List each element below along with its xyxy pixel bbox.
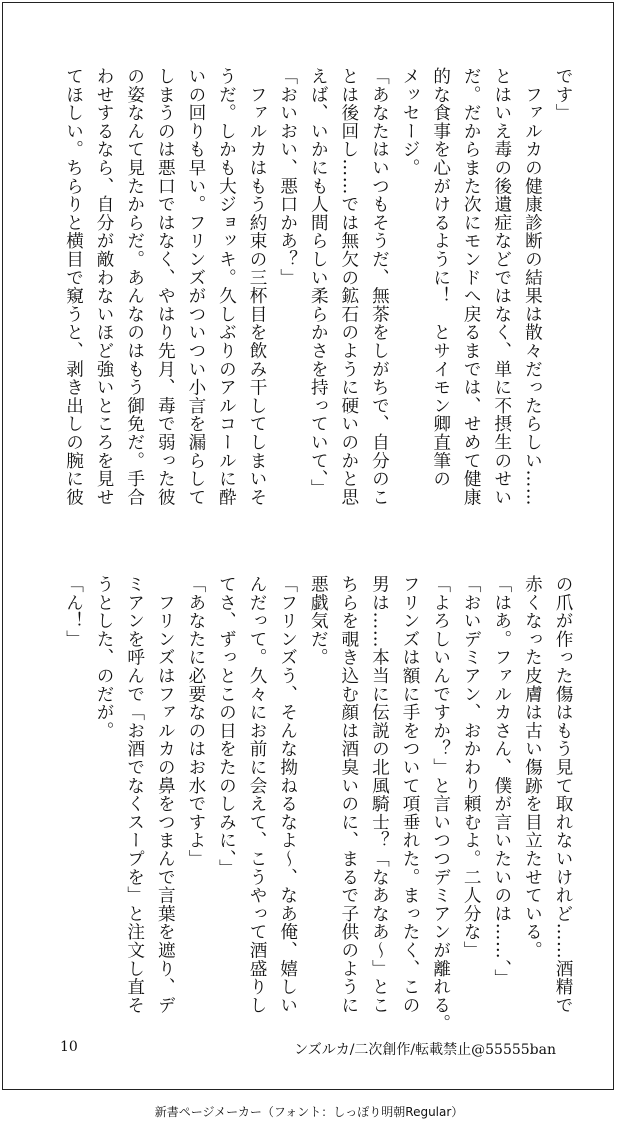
text-line: ファルカの健康診断の結果は散々だったらしい…… bbox=[522, 67, 543, 507]
text-block-upper bbox=[58, 67, 578, 537]
text-line: 「あなたはいつもそうだ、無茶をしがちで、自分のこ bbox=[369, 67, 390, 507]
text-line: てほしい。ちらりと横目で窺うと、剥き出しの腕に彼 bbox=[63, 67, 84, 507]
text-line: うとした、のだが。 bbox=[94, 575, 115, 740]
book-page bbox=[2, 2, 614, 1090]
text-line: ミアンを呼んで「お酒でなくスープを」と注文し直そ bbox=[124, 575, 145, 1015]
text-line: です」 bbox=[553, 67, 573, 122]
text-line: 「よろしいんですか？」と言いつつデミアンが離れる。 bbox=[430, 575, 451, 1033]
text-line: とはいえ毒の後遺症などではなく、単に不摂生のせい bbox=[491, 67, 512, 507]
text-line: 「おいおい、悪口かあ？」 bbox=[277, 67, 298, 287]
text-line: ちらを覗き込む顔は酒臭いのに、まるで子供のように bbox=[338, 575, 359, 1015]
text-line: とは後回し……では無欠の鉱石のように硬いのかと思 bbox=[338, 67, 359, 507]
text-line: 的な食事を心がけるように！ とサイモン卿直筆の bbox=[430, 67, 451, 488]
generator-footer: 新書ページメーカー（フォント：しっぽり明朝Regular） bbox=[154, 1105, 464, 1119]
author-credit: ンズルカ/二次創作/転載禁止@55555ban bbox=[294, 1042, 556, 1058]
text-line: 悪戯気だ。 bbox=[308, 575, 329, 667]
text-line: 「ん！」 bbox=[63, 575, 84, 649]
text-line: いの回りも早い。フリンズがついつい小言を漏らして bbox=[185, 67, 206, 507]
text-line: てさ、ずっとこの日をたのしみに、」 bbox=[216, 575, 237, 878]
text-line: うだ。しかも大ジョッキ。久しぶりのアルコールに酔 bbox=[216, 67, 237, 507]
text-block-lower bbox=[58, 575, 578, 1045]
text-line: 男は……本当に伝説の北風騎士？「なあなあ～」とこ bbox=[369, 575, 390, 1015]
text-line: わせするなら、自分が敵わないほど強いところを見せ bbox=[94, 67, 115, 507]
text-line: だ。だからまた次にモンドへ戻るまでは、せめて健康 bbox=[461, 67, 482, 507]
text-line: の姿なんて見たからだ。あんなのはもう御免だ。手合 bbox=[124, 67, 145, 507]
page-number: 10 bbox=[60, 1039, 78, 1055]
text-line: 「はあ。ファルカさん、僕が言いたいのは……、」 bbox=[491, 575, 512, 988]
text-line: んだって。久々にお前に会えて、こうやって酒盛りし bbox=[247, 575, 268, 1015]
text-line: 「あなたに必要なのはお水ですよ」 bbox=[185, 575, 206, 868]
text-line: フリンズは額に手をついて項垂れた。まったく、この bbox=[400, 575, 421, 1015]
text-line: フリンズはファルカの鼻をつまんで言葉を遮り、デ bbox=[155, 575, 176, 1015]
text-line: えば、いかにも人間らしい柔らかさを持っていて、」 bbox=[308, 67, 329, 498]
text-line: 「おいデミアン、おかわり頼むよ。二人分な」 bbox=[461, 575, 482, 960]
text-line: 「フリンズう、そんな拗ねるなよ～、なあ俺、嬉しい bbox=[277, 575, 298, 1015]
text-line: メッセージ。 bbox=[400, 67, 421, 177]
text-line: 赤くなった皮膚は古い傷跡を目立たせている。 bbox=[522, 575, 543, 960]
text-line: の爪が作った傷はもう見て取れないけれど……酒精で bbox=[553, 575, 573, 1015]
text-line: ファルカはもう約束の三杯目を飲み干してしまいそ bbox=[247, 67, 268, 507]
text-line: しまうのは悪口ではなく、やはり先月、毒で弱った彼 bbox=[155, 67, 176, 507]
